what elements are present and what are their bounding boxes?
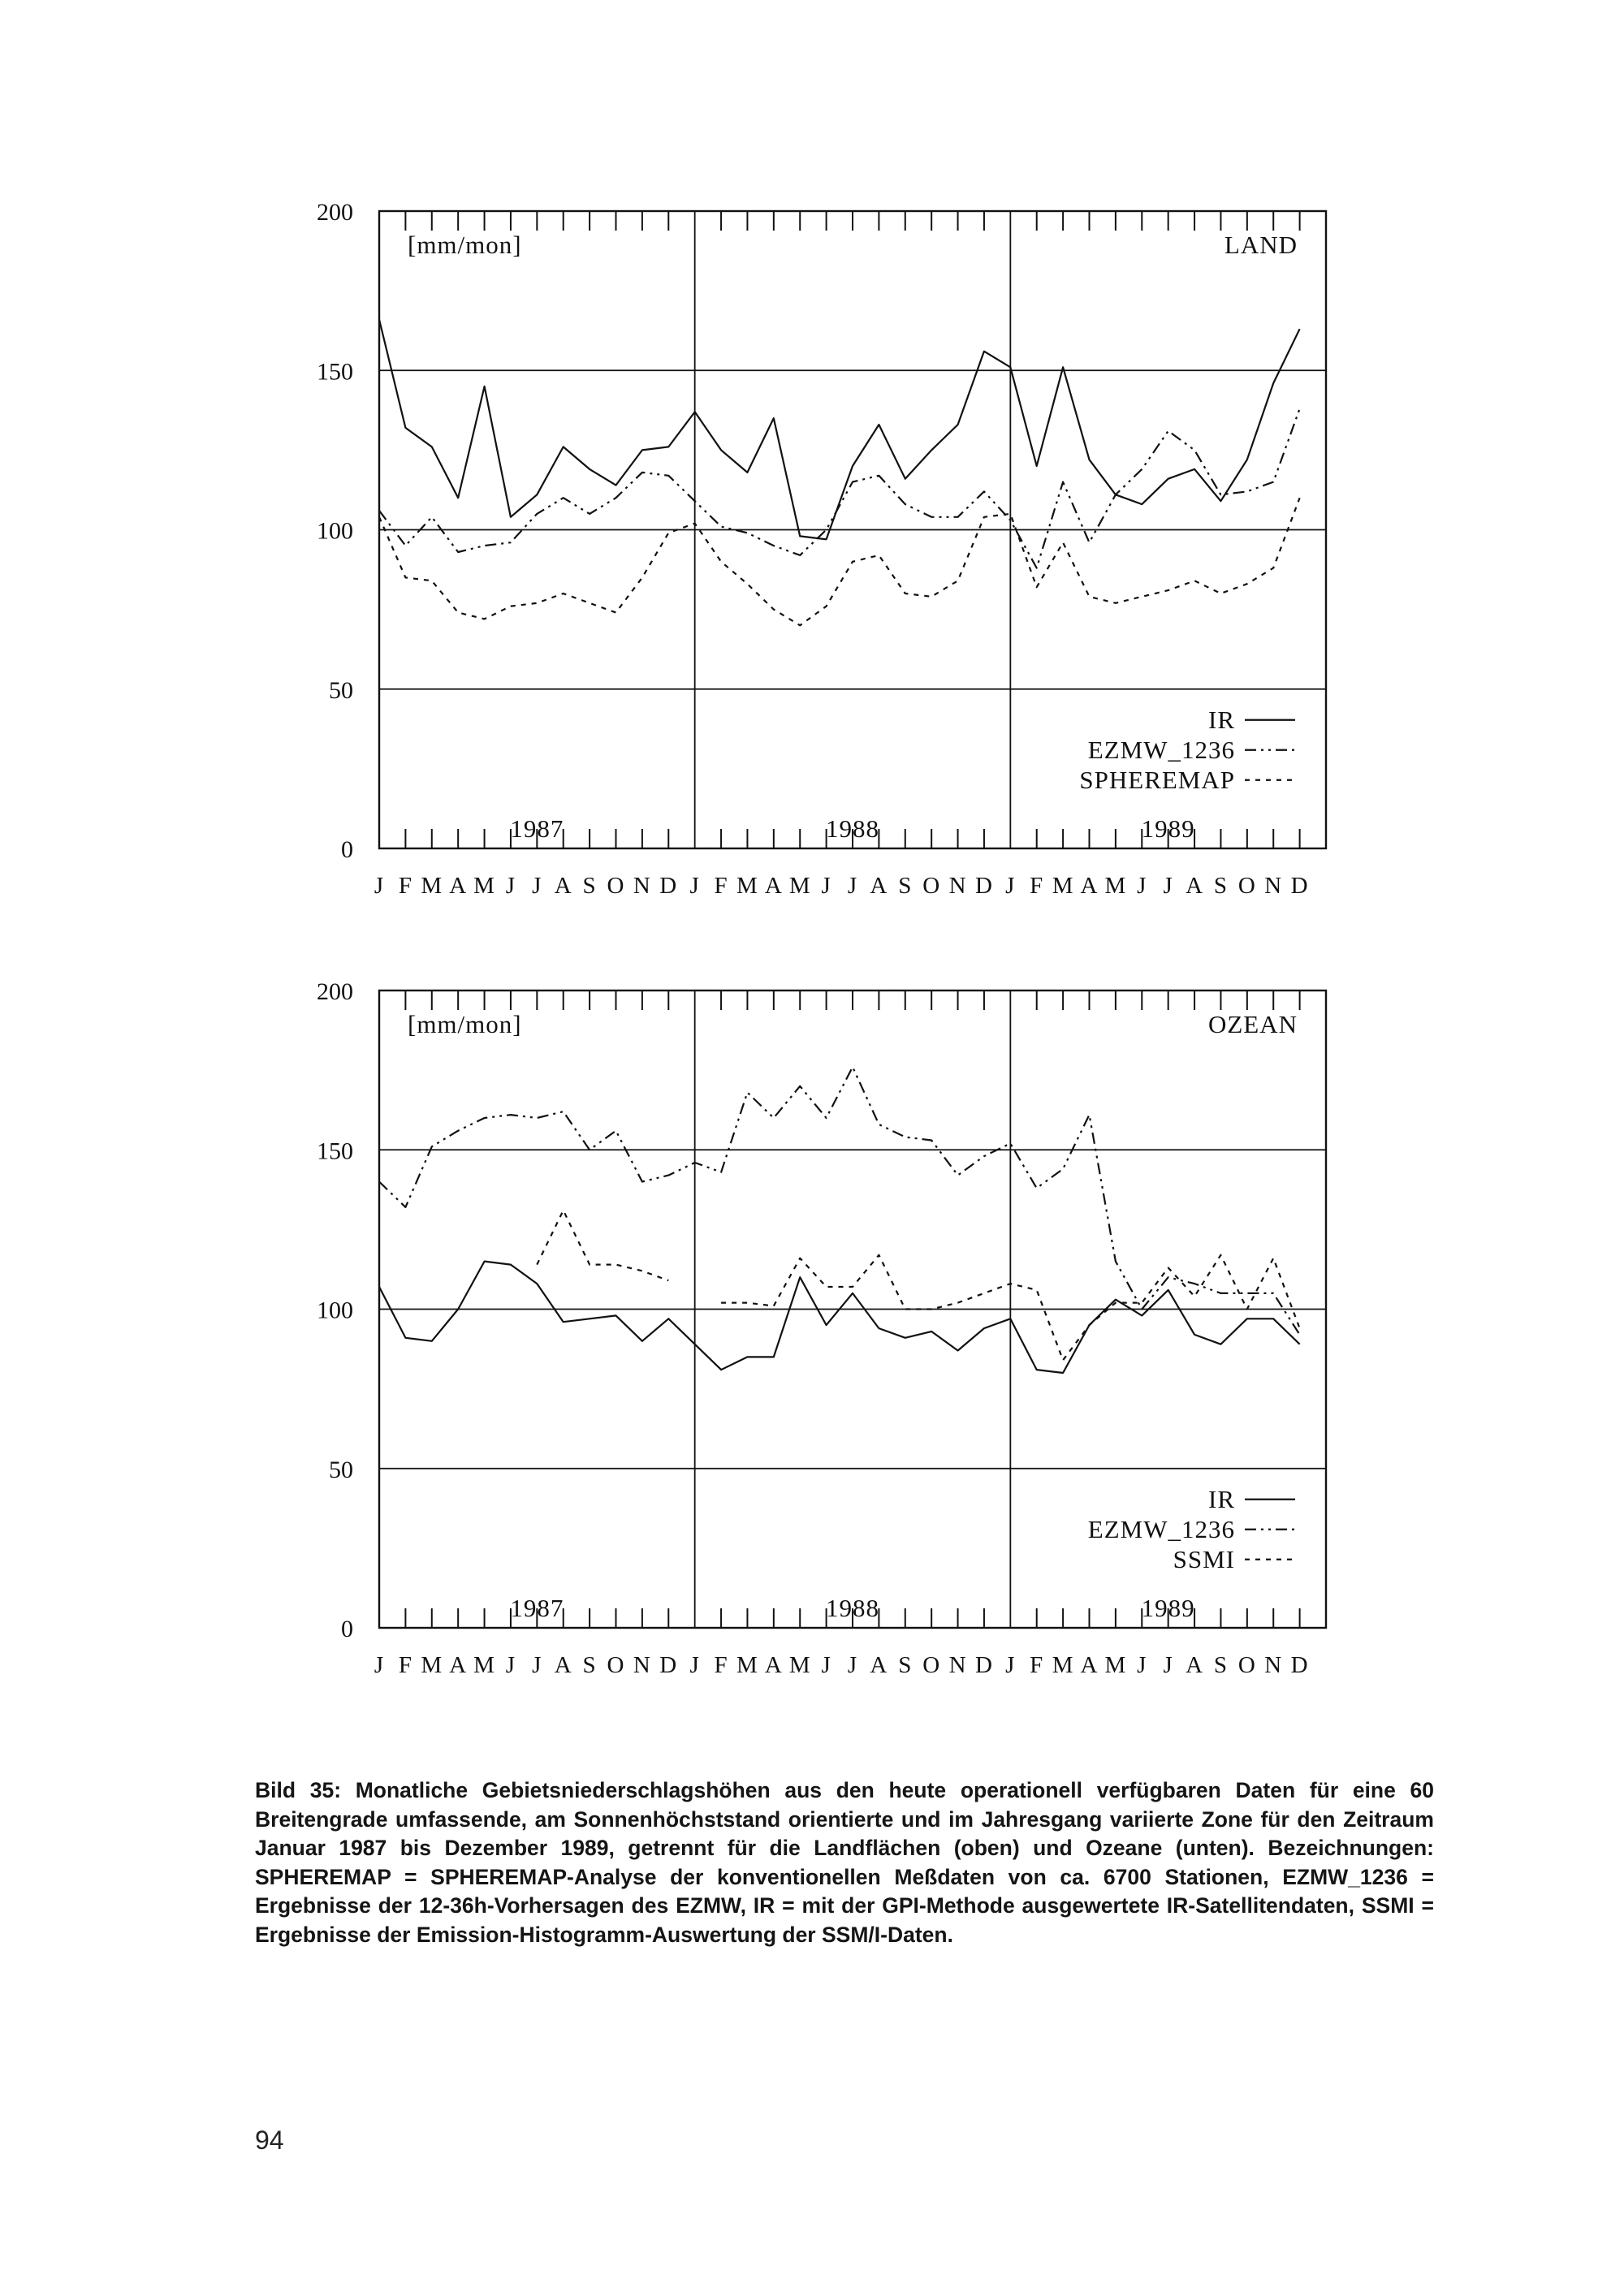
month-label: J <box>689 873 700 899</box>
month-label: N <box>948 873 967 899</box>
month-label: J <box>689 1652 700 1678</box>
series-ssmi-line <box>537 1211 668 1280</box>
series-ir-line <box>379 1262 1300 1373</box>
legend-label-ezmw_1236: EZMW_1236 <box>1087 735 1235 764</box>
month-label: S <box>1213 873 1229 899</box>
month-label: S <box>898 873 913 899</box>
month-label: M <box>1104 873 1127 899</box>
year-label: 1987 <box>510 1594 564 1622</box>
month-label: A <box>1080 1652 1099 1678</box>
month-label: J <box>1137 1652 1147 1678</box>
month-label: D <box>974 1652 993 1678</box>
month-label: S <box>582 873 597 899</box>
month-label: D <box>1290 1652 1309 1678</box>
month-label: N <box>1264 873 1283 899</box>
y-tick-label-150: 150 <box>317 1137 353 1165</box>
month-label: J <box>532 873 542 899</box>
y-tick-label-50: 50 <box>329 676 353 704</box>
y-tick-label-0: 0 <box>341 836 353 863</box>
month-label: J <box>1163 1652 1173 1678</box>
month-label: J <box>1163 873 1173 899</box>
month-label: J <box>847 873 858 899</box>
month-label: A <box>764 873 783 899</box>
month-label: M <box>1104 1652 1127 1678</box>
month-label: M <box>736 873 758 899</box>
month-label: J <box>821 873 831 899</box>
month-label: M <box>736 1652 758 1678</box>
month-label: O <box>607 873 625 899</box>
month-label: D <box>659 1652 678 1678</box>
month-label: A <box>870 1652 888 1678</box>
month-label: S <box>898 1652 913 1678</box>
year-label: 1989 <box>1141 1594 1195 1622</box>
month-label: F <box>1030 1652 1044 1678</box>
month-label: J <box>821 1652 831 1678</box>
month-label: M <box>788 873 811 899</box>
legend-label-ezmw_1236: EZMW_1236 <box>1087 1514 1235 1543</box>
month-label: S <box>1213 1652 1229 1678</box>
month-label: J <box>374 1652 385 1678</box>
month-label: M <box>788 1652 811 1678</box>
month-label: M <box>1052 873 1074 899</box>
month-label: J <box>1005 1652 1016 1678</box>
month-label: O <box>922 1652 941 1678</box>
month-label: N <box>948 1652 967 1678</box>
month-label: F <box>398 1652 412 1678</box>
month-label: A <box>1186 873 1204 899</box>
month-label: A <box>764 1652 783 1678</box>
month-label: A <box>554 873 572 899</box>
month-label: M <box>1052 1652 1074 1678</box>
month-label: O <box>922 873 941 899</box>
month-label: N <box>1264 1652 1283 1678</box>
legend-label-ir: IR <box>1208 705 1235 734</box>
legend-label-ssmi: SSMI <box>1173 1544 1235 1573</box>
month-label: N <box>633 873 651 899</box>
month-label: A <box>870 873 888 899</box>
month-label: D <box>1290 873 1309 899</box>
y-tick-label-100: 100 <box>317 1297 353 1324</box>
figure-caption: Bild 35: Monatliche Gebietsniederschlagshöhen aus den heute operationell verfügbaren Daten für eine 60 Breitengrade umfassende, am Sonnenhöchststand orientierte und im Jahresgang variierte Zone für den Zeitraum Januar 1987 bis Dezember 1989, getrennt für die Landflächen (oben) und Ozeane (unten). Bezeichnungen: SPHEREMAP = SPHEREMAP-Analyse der konventionellen Meßdaten von ca. 6700 Stationen, EZMW_1236 = Ergebnisse der 12-36h-Vorhersagen des EZMW, IR = mit der GPI-Methode ausgewertete IR-Satellitendaten, SSMI = Ergebnisse der Emission-Histogramm-Auswertung der SSM/I-Daten. <box>255 1778 1434 1947</box>
month-label: A <box>449 1652 468 1678</box>
series-ezmw_1236-line <box>379 1067 1300 1335</box>
y-tick-label-150: 150 <box>317 358 353 386</box>
month-label: A <box>449 873 468 899</box>
series-spheremap-line <box>379 498 1300 625</box>
ocean-chart <box>309 958 1364 1678</box>
month-label: F <box>714 1652 728 1678</box>
month-label: M <box>421 873 443 899</box>
month-label: J <box>505 873 516 899</box>
series-ezmw_1236-line <box>379 408 1300 568</box>
month-label: J <box>847 1652 858 1678</box>
month-label: S <box>582 1652 597 1678</box>
panel-title: OZEAN <box>1207 1010 1298 1038</box>
month-label: A <box>1080 873 1099 899</box>
month-label: M <box>473 873 495 899</box>
month-label: O <box>1237 1652 1256 1678</box>
month-label: A <box>1186 1652 1204 1678</box>
page-number: 94 <box>255 2126 284 2155</box>
legend-label-spheremap: SPHEREMAP <box>1079 765 1235 794</box>
land-chart <box>309 179 1364 899</box>
month-label: F <box>1030 873 1044 899</box>
month-label: O <box>1237 873 1256 899</box>
y-tick-label-50: 50 <box>329 1456 353 1483</box>
y-tick-label-200: 200 <box>317 199 353 226</box>
month-label: D <box>659 873 678 899</box>
month-label: J <box>505 1652 516 1678</box>
month-label: J <box>1137 873 1147 899</box>
month-label: A <box>554 1652 572 1678</box>
month-label: J <box>1005 873 1016 899</box>
month-label: O <box>607 1652 625 1678</box>
y-tick-label-0: 0 <box>341 1616 353 1642</box>
panel-title: LAND <box>1224 231 1298 259</box>
year-label: 1988 <box>826 1594 879 1622</box>
y-tick-label-200: 200 <box>317 978 353 1005</box>
land-chart-svg <box>309 179 1364 899</box>
year-label: 1988 <box>826 814 879 843</box>
unit-label: [mm/mon] <box>408 231 522 259</box>
ocean-chart-svg <box>309 958 1364 1678</box>
month-label: J <box>532 1652 542 1678</box>
month-label: J <box>374 873 385 899</box>
unit-label: [mm/mon] <box>408 1010 522 1038</box>
month-label: M <box>421 1652 443 1678</box>
month-label: M <box>473 1652 495 1678</box>
month-label: F <box>714 873 728 899</box>
y-tick-label-100: 100 <box>317 517 353 545</box>
month-label: D <box>974 873 993 899</box>
year-label: 1987 <box>510 814 564 843</box>
legend-label-ir: IR <box>1208 1484 1235 1513</box>
month-label: F <box>398 873 412 899</box>
year-label: 1989 <box>1141 814 1195 843</box>
month-label: N <box>633 1652 651 1678</box>
